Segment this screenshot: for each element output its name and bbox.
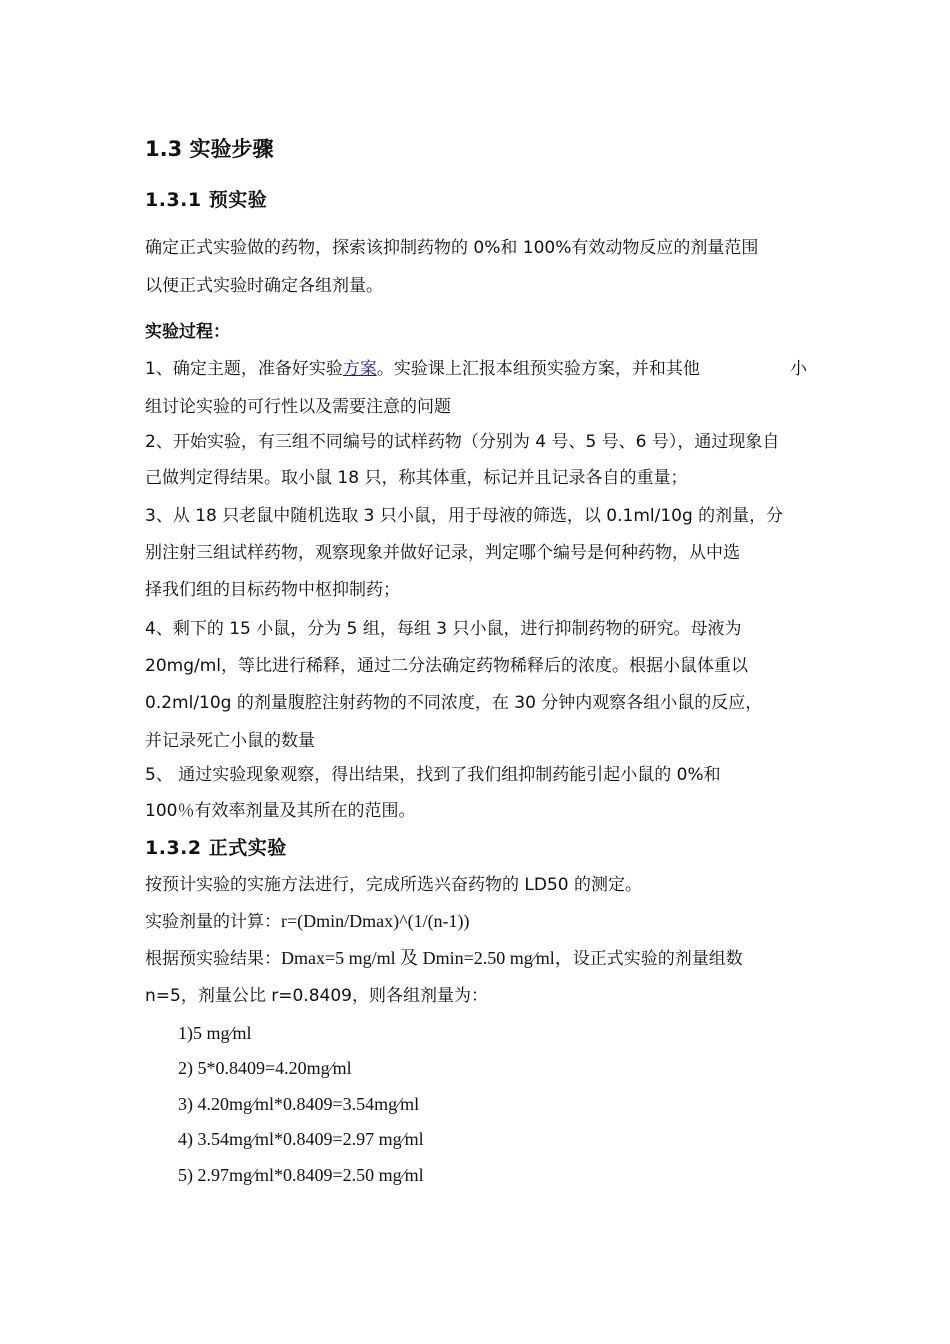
purpose-line-2: 以便正式实验时确定各组剂量。 — [145, 276, 383, 296]
formula: r=(Dmin/Dmax)^(1/(n-1)) — [281, 911, 470, 931]
step-4-line-4: 并记录死亡小鼠的数量 — [145, 731, 315, 751]
formula-label: 实验剂量的计算： — [145, 912, 281, 932]
step-3-line-1: 3、从 18 只老鼠中随机选取 3 只小鼠，用于母液的筛选，以 0.1ml/10g 的剂量，分 — [145, 506, 784, 526]
step-1-suffix: 。实验课上汇报本组预实验方案，并和其他 — [376, 359, 700, 379]
step-3-line-3: 择我们组的目标药物中枢抑制药； — [145, 580, 400, 600]
formal-experiment-heading: 1.3.2 正式实验 — [145, 837, 287, 859]
result-prefix: 根据预实验结果： — [145, 949, 281, 969]
formula-line — [145, 909, 470, 934]
step-4-line-1: 4、剩下的 15 小鼠，分为 5 组，每组 3 只小鼠，进行抑制药物的研究。母液为 — [145, 619, 742, 639]
step-1-trailing-char: 小 — [790, 359, 807, 379]
process-label: 实验过程： — [145, 322, 230, 342]
result-suffix: 设正式实验的剂量组数 — [572, 949, 743, 969]
step-3-line-2: 别注射三组试样药物，观察现象并做好记录，判定哪个编号是何种药物，从中选 — [145, 543, 740, 563]
dose-item: 2) 5*0.8409=4.20mg⁄ml — [178, 1058, 352, 1078]
formal-line-1: 按预计实验的实施方法进行，完成所选兴奋药物的 LD50 的测定。 — [145, 875, 642, 895]
dose-item: 4) 3.54mg⁄ml*0.8409=2.97 mg⁄ml — [178, 1129, 424, 1149]
purpose-line-1: 确定正式实验做的药物，探索该抑制药物的 0%和 100%有效动物反应的剂量范围 — [145, 238, 759, 258]
pre-experiment-heading: 1.3.1 预实验 — [145, 189, 268, 211]
step-1-prefix: 1、确定主题，准备好实验 — [145, 359, 343, 379]
step-2-line-2: 己做判定得结果。取小鼠 18 只，称其体重，标记并且记录各自的重量； — [145, 468, 688, 488]
result-line-2: n=5，剂量公比 r=0.8409，则各组剂量为： — [145, 986, 488, 1006]
step-1-line-2: 组讨论实验的可行性以及需要注意的问题 — [145, 397, 451, 417]
step-1-line-1 — [145, 357, 700, 381]
dose-item: 5) 2.97mg⁄ml*0.8409=2.50 mg⁄ml — [178, 1165, 424, 1185]
result-line-1 — [145, 946, 743, 971]
step-4-line-2: 20mg/ml，等比进行稀释，通过二分法确定药物稀释后的浓度。根据小鼠体重以 — [145, 656, 748, 676]
plan-link[interactable]: 方案 — [342, 359, 377, 379]
step-5-line-1: 5、 通过实验现象观察，得出结果，找到了我们组抑制药能引起小鼠的 0%和 — [145, 765, 721, 785]
result-values: Dmax=5 mg/ml 及 Dmin=2.50 mg⁄ml， — [281, 948, 573, 968]
section-heading: 1.3 实验步骤 — [145, 137, 274, 161]
dose-item: 3) 4.20mg⁄ml*0.8409=3.54mg⁄ml — [178, 1094, 420, 1114]
dose-item: 1)5 mg⁄ml — [178, 1023, 252, 1043]
step-5-line-2: 100％有效率剂量及其所在的范围。 — [145, 801, 416, 821]
step-4-line-3: 0.2ml/10g 的剂量腹腔注射药物的不同浓度，在 30 分钟内观察各组小鼠的反应， — [145, 693, 763, 713]
step-2-line-1: 2、开始实验，有三组不同编号的试样药物（分别为 4 号、5 号、6 号），通过现象自 — [145, 432, 780, 452]
